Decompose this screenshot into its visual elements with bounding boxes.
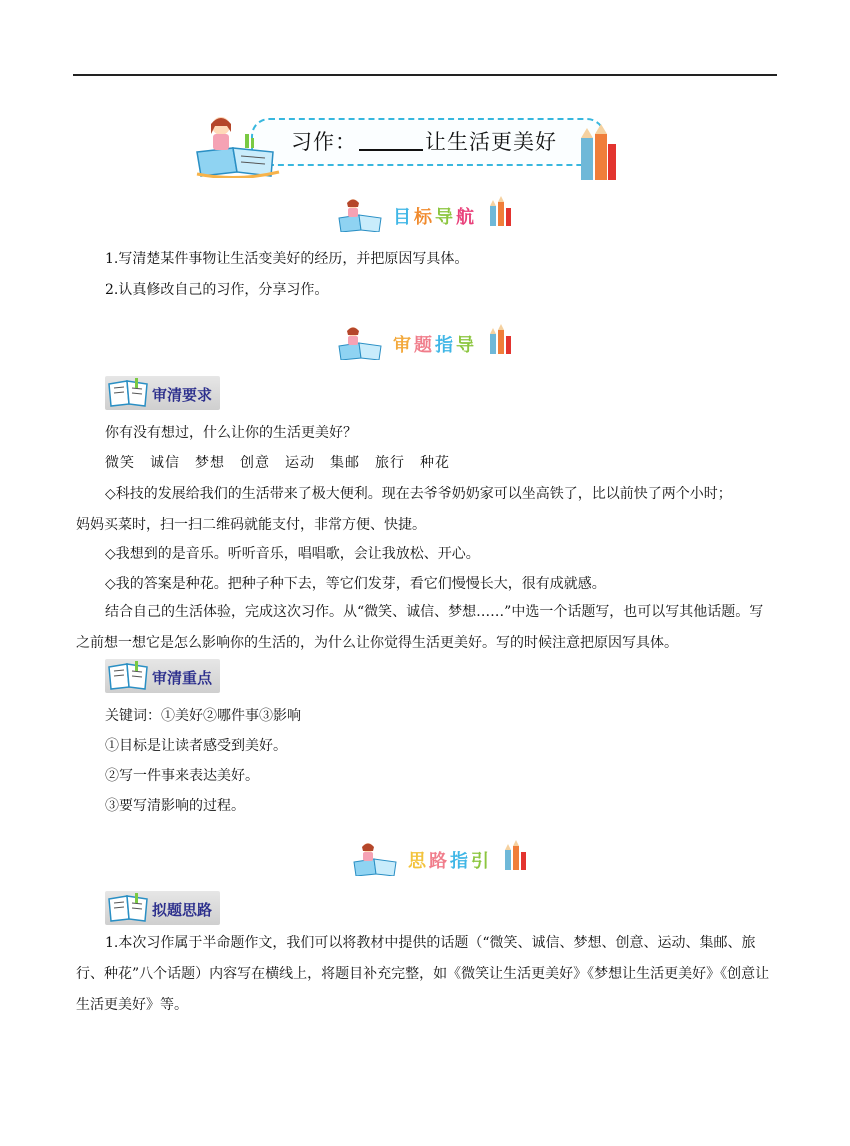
girl-reading-icon	[337, 196, 387, 232]
pencils-icon	[487, 196, 513, 228]
example-2: ◇我想到的是音乐。听听音乐，唱唱歌，会让我放松、开心。	[105, 546, 480, 562]
topic-list: 微笑 诚信 梦想 创意 运动 集邮 旅行 种花	[105, 455, 450, 471]
section-header-analysis: 审题指导	[337, 324, 517, 360]
section-header-thinking: 思路指引	[352, 840, 532, 876]
example-3: ◇我的答案是种花。把种子种下去，等它们发芽，看它们慢慢长大，很有成就感。	[105, 576, 606, 592]
pencils-icon	[502, 840, 528, 872]
title-banner	[193, 112, 623, 178]
example-1-line-1: ◇科技的发展给我们的生活带来了极大便利。现在去爷爷奶奶家可以坐高铁了，比以前快了两个小时；	[105, 486, 732, 502]
girl-reading-icon	[352, 840, 402, 876]
subsection-titling: 拟题思路	[105, 891, 220, 925]
page-title: 习作： 让生活更美好	[291, 130, 557, 154]
section-header-goal: 目标导航	[337, 196, 517, 232]
focus-keywords: 关键词：①美好②哪件事③影响	[105, 708, 301, 724]
book-icon	[107, 661, 151, 691]
girl-reading-icon	[193, 112, 283, 178]
pencils-icon	[487, 324, 513, 356]
focus-point-3: ③要写清影响的过程。	[105, 798, 245, 814]
subsection-focus: 审清重点	[105, 659, 220, 693]
requirements-question: 你有没有想过，什么让你的生活更美好？	[105, 425, 357, 441]
focus-point-1: ①目标是让读者感受到美好。	[105, 738, 287, 754]
titling-paragraph: 1.本次习作属于半命题作文，我们可以将教材中提供的话题（“微笑、诚信、梦想、创意、运动、集邮、旅行、种花”八个话题）内容写在横线上，将题目补充完整，如《微笑让生活更美好》《梦想让生活更美好》《创意让生活更美好》等。	[76, 935, 770, 1013]
requirements-instruction: 结合自己的生活体验，完成这次习作。从“微笑、诚信、梦想……”中选一个话题写，也可以写其他话题。写之前想一想它是怎么影响你的生活的，为什么让你觉得生活更美好。写的时候注意把原因写具体。	[76, 604, 764, 651]
title-blank-line	[359, 131, 423, 151]
subsection-requirements: 审清要求	[105, 376, 220, 410]
goal-item-1: 1.写清楚某件事物让生活变美好的经历，并把原因写具体。	[105, 251, 469, 267]
goal-item-2: 2.认真修改自己的习作，分享习作。	[105, 282, 329, 298]
girl-reading-icon	[337, 324, 387, 360]
pencils-icon	[575, 124, 619, 184]
book-icon	[107, 378, 151, 408]
focus-point-2: ②写一件事来表达美好。	[105, 768, 259, 784]
example-1-line-2: 妈妈买菜时，扫一扫二维码就能支付，非常方便、快捷。	[76, 517, 426, 533]
top-rule	[73, 74, 777, 76]
book-icon	[107, 893, 151, 923]
